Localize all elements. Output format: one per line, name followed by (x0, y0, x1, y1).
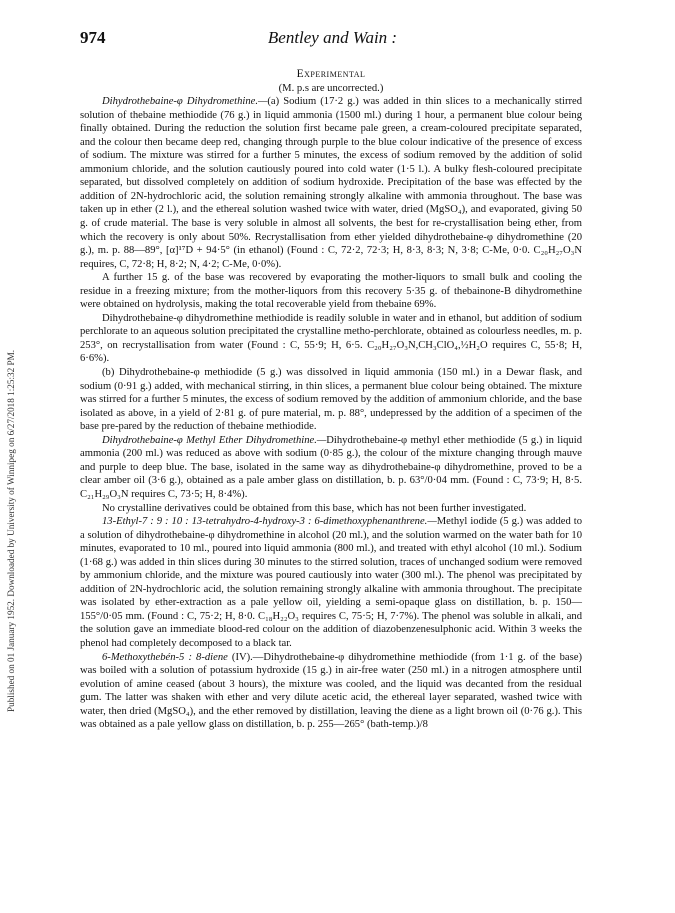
paragraph (80, 271, 582, 312)
page-number: 974 (80, 28, 106, 47)
paragraph (80, 366, 582, 434)
paragraph-lead: 13-Ethyl-7 : 9 : 10 : 13-tetrahydro-4-hydroxy-3 : 6-dimethoxyphenanthrene.— (102, 516, 437, 528)
paragraph-text: (a) Sodium (17·2 g.) was added in thin slices to a mechanically stirred solution of thebaine methiodide (76 g.) in liquid ammonia (1500 ml.) during 1 hour, a permanent blue colour being finally obtained. During the reduction the solution first became pale green, a cream-coloured precipitate separated, and the colour then became deep red, changing through purple to the blue colour indicative of the presence of excess of sodium. The mixture was stirred for a further 5 minutes, the excess of sodium removed by the addition of solid ammonium chloride, and the solution cautiously poured into cold water (1·5 l.). A bulky flesh-coloured precipitate separated, but dissolved completely on addition of sodium hydroxide. Precipitation of the base was effected by the addition of 2N-hydrochloric acid, the solution remaining strongly alkaline with ammonia throughout. The base was taken up in ether (2 l.), and the ethereal solution washed twice with water, dried (MgSO₄), and evaporated, giving 50 g. of crude material. The base is very soluble in almost all solvents, the best for re-crystallisation being ether, from which the recovery is only about 50%. Recrystallisation from ether yielded dihydrothebaine-φ dihydromethine (20 g.), m. p. 88—89°, [α]¹⁷D + 94·5° (in ethanol) (Found : C, 72·2, 72·3; H, 8·3, 8·3; N, 3·8; C-Me, 0·0. C₂₀H₂₇O₃N requires, C, 72·8; H, 8·2; N, 4·2; C-Me, 0·0%). (80, 96, 582, 270)
paragraph-text: Dihydrothebaine-φ methyl ether methiodide (5 g.) in liquid ammonia (200 ml.) was reduced as above with sodium (0·85 g.), the colour of the mixture changing through mauve and purple to deep blue. The base, isolated in the same way as dihydrothebaine-φ dihydromethine, proved to be a clear amber oil (3·6 g.), obtained as a pale amber glass on distillation, b. p. 63°/0·04 mm. (Found : C, 73·9; H, 8·5. C₂₁H₂₉O₃N requires C, 73·5; H, 8·4%). (80, 434, 583, 500)
paragraph-text: (b) Dihydrothebaine-φ methiodide (5 g.) was dissolved in liquid ammonia (150 ml.) in a Dewar flask, and sodium (0·91 g.) added, with mechanical stirring, in thin slices, a permanent blue colour being obtained. The mixture was stirred for a further 5 minutes, the excess of sodium removed by the addition of ammonium chloride, and the base isolated as above, in a yield of 2·81 g. of pure material, m. p. 88°, undepressed by the addition of a specimen of the base pre-pared by the reduction of thebaine methiodide. (80, 367, 582, 433)
paragraph-lead: Dihydrothebaine-φ Methyl Ether Dihydromethine.— (102, 434, 327, 446)
note: (M. p.s are uncorrected.) (278, 82, 384, 94)
paragraph-text: (IV).—Dihydrothebaine-φ dihydromethine methiodide (from 1·1 g. of the base) was boiled with a solution of potassium hydroxide (15 g.) in air-free water (250 ml.) in a nitrogen atmosphere until evolution of amine ceased (about 3 hours), the mixture was cooled, and the liquid was decanted from the residual gum. The latter was shaken with ether and very dilute acetic acid, the ethereal layer separated, washed twice with water, then dried (MgSO₄), and the ether removed by distillation, leaving the diene as a light brown oil (0·76 g.). This was obtained as a pale yellow glass on distillation, b. p. 255—265° (bath-temp.)/8 (80, 651, 582, 731)
paragraph-lead: Dihydrothebaine-φ Dihydromethine.— (102, 96, 268, 108)
paragraph (80, 651, 582, 732)
paragraph (80, 312, 582, 366)
paragraph (80, 434, 582, 502)
article-body (80, 68, 582, 732)
paragraph-text: A further 15 g. of the base was recovered by evaporating the mother-liquors to small bulk and cooling the residue in a freezing mixture; from the mother-liquors from this recovery 5·35 g. of thebainone-B dihydromethine were obtained on hydrolysis, making the total recoverable yield from thebaine 69%. (80, 272, 582, 311)
running-title: Bentley and Wain : (267, 28, 398, 47)
paragraph (80, 515, 582, 650)
page-header (80, 28, 585, 52)
paragraph (80, 95, 582, 271)
paragraph-text: No crystalline derivatives could be obtained from this base, which has not been further investigated. (102, 502, 527, 514)
download-notice-text: Published on 01 January 1952. Downloaded by University of Winnipeg on 6/27/2018 1:25:32 PM. (6, 349, 16, 712)
paragraph (80, 502, 582, 516)
paragraph-lead: 6-Methoxythebén-5 : 8-diene (102, 651, 228, 663)
download-notice (6, 112, 18, 712)
paragraph-text: Dihydrothebaine-φ dihydromethine methiodide is readily soluble in water and in ethanol, but addition of sodium perchlorate to an aqueous solution precipitated the crystalline metho-perchlorate, obtained as colourless needles, m. p. 253°, on recrystallisation from water (Found : C, 55·9; H, 6·5. C₂₀H₂₇O₃N,CH₃ClO₄,½H₂O requires C, 55·8; H, 6·6%). (80, 312, 582, 365)
section-heading: Experimental (296, 68, 366, 80)
paragraph-text: Methyl iodide (5 g.) was added to a solution of dihydrothebaine-φ dihydromethine in alcohol (20 ml.), and the solution warmed on the water bath for 10 minutes, evaporated to 10 ml., poured into liquid ammonia (800 ml.), and treated with ethyl alcohol (10 ml.). Sodium (1·68 g.) was added in thin slices during 30 minutes to the stirred solution, traces of unchanged sodium were removed by ammonium chloride, and the mixture was poured cautiously into water (300 ml.). The phenol was precipitated by addition of 2N-hydrochloric acid, the solution remaining strongly alkaline with ammonia throughout. The precipitate was isolated by ether-extraction as a pale yellow oil, yielding a semi-opaque glass on distillation, b. p. 150—155°/0·05 mm. (Found : C, 75·2; H, 8·0. C₁₈H₂₂O₃ requires C, 75·5; H, 7·7%). The phenol was soluble in alkali, and the solution gave an immediate blood-red colour on the addition of diazobenzenesulphonic acid. Within 3 weeks the phenol had completely decomposed to a black tar. (80, 516, 582, 649)
